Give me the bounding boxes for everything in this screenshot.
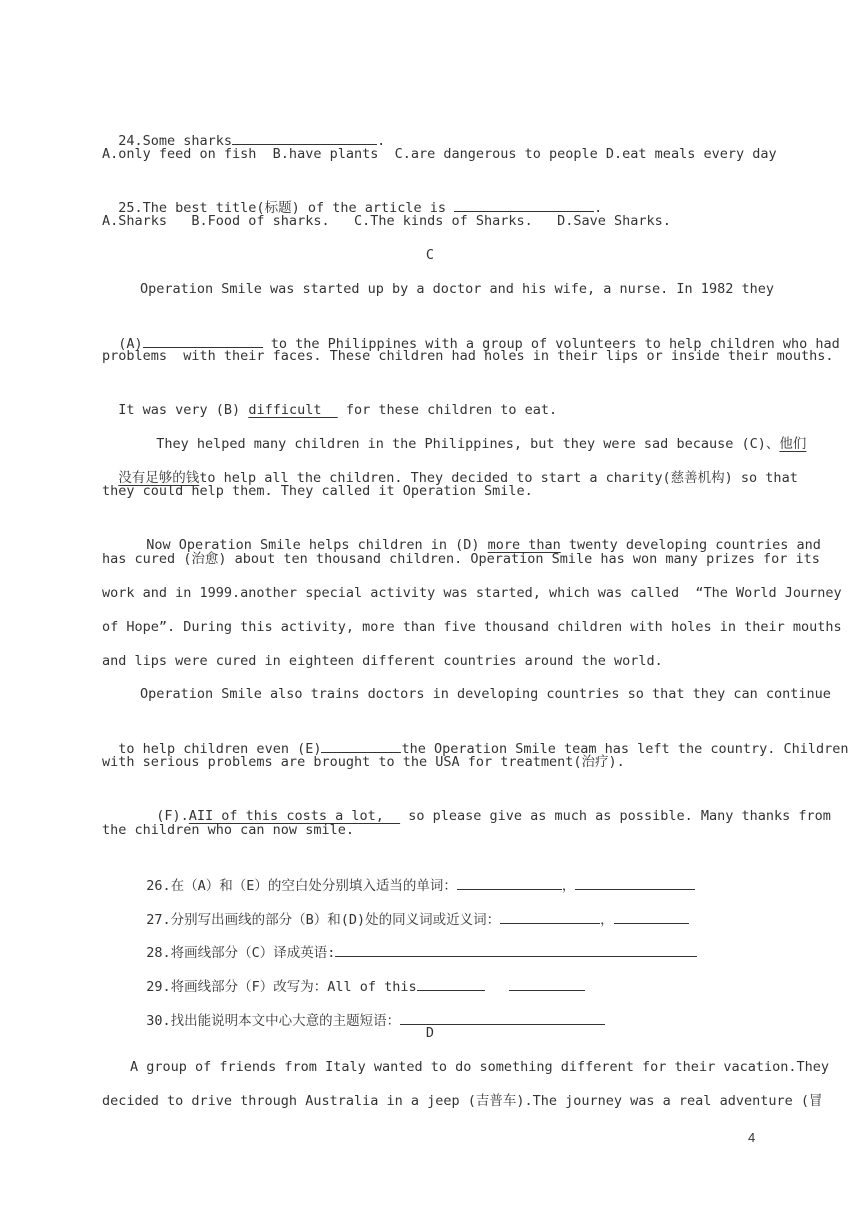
question-24: 24.Some sharks . [102,110,758,151]
passage-line: they could help them. They called it Operation Smile. [102,483,533,499]
answer-blank[interactable] [509,976,585,991]
q25-stem: 25.The best title(标题) of the article is [118,200,455,216]
passage-line: 没有足够的钱to help all the children. They decided to start a charity(慈善机构) so that [118,470,798,486]
answer-blank[interactable] [232,130,377,145]
passage-line: (F).AII of this costs a lot, so please give as much as possible. Many thanks from [156,808,831,824]
page-number: 4 [748,1130,756,1145]
section-heading-c: C [425,247,435,263]
underlined-d: more than [487,537,561,553]
underlined-c-part2: 没有足够的钱 [118,470,200,486]
question-26: 26.在（A）和（E）的空白处分别填入适当的单词： ， [130,855,758,896]
passage-line: It was very (B) difficult for these children to eat. [118,402,558,418]
passage-line: has cured (治愈) about ten thousand children. Operation Smile has won many prizes for its [102,551,820,567]
q25-options: A.Sharks B.Food of sharks. C.The kinds of Sharks. D.Save Sharks. [102,213,671,229]
answer-blank[interactable] [454,197,594,212]
question-25: 25.The best title(标题) of the article is . [102,177,758,218]
blank-e[interactable] [321,738,401,753]
passage-line: (A) to the Philippines with a group of volunteers to help children who had [102,313,758,354]
question-28: 28.将画线部分（C）译成英语: [130,922,758,963]
passage-line: Operation Smile also trains doctors in developing countries so that they can continue [140,686,831,702]
answer-blank[interactable] [335,942,697,957]
answer-blank[interactable] [575,875,695,890]
underlined-f: AII of this costs a lot, [188,808,401,824]
passage-line: Now Operation Smile helps children in (D) more than twenty developing countries and [146,537,821,553]
passage-line: A group of friends from Italy wanted to do something different for their vacation.They [130,1059,829,1075]
question-27: 27.分别写出画线的部分（B）和(D)处的同义词或近义词： ， [130,889,758,930]
underlined-c-part1: 他们 [779,436,807,452]
passage-line: and lips were cured in eighteen different countries around the world. [102,653,663,669]
passage-line: of Hope”. During this activity, more than five thousand children with holes in their mouths [102,619,842,635]
passage-line: problems with their faces. These children had holes in their lips or inside their mouths. [102,348,834,364]
question-30: 30.找出能说明本文中心大意的主题短语： [130,990,758,1031]
answer-blank[interactable] [457,875,562,890]
passage-line: to help children even (E) the Operation Smile team has left the country. Children [102,718,758,759]
passage-line: They helped many children in the Philippines, but they were sad because (C)、他们 [156,436,807,452]
passage-line: decided to drive through Australia in a jeep (吉普车).The journey was a real adventure (冒 [102,1093,823,1109]
underlined-b: difficult [248,402,338,418]
q24-stem: 24.Some sharks [118,133,233,149]
passage-line: with serious problems are brought to the USA for treatment(治疗). [102,754,625,770]
question-29: 29.将画线部分（F）改写为：All of this [130,956,758,997]
passage-line: the children who can now smile. [102,822,354,838]
answer-blank[interactable] [417,976,485,991]
passage-line: work and in 1999.another special activity was started, which was called “The World Journey [102,585,842,601]
passage-line: Operation Smile was started up by a doctor and his wife, a nurse. In 1982 they [140,281,774,297]
section-heading-d: D [425,1025,435,1041]
q24-options: A.only feed on fish B.have plants C.are dangerous to people D.eat meals every day [102,146,777,162]
